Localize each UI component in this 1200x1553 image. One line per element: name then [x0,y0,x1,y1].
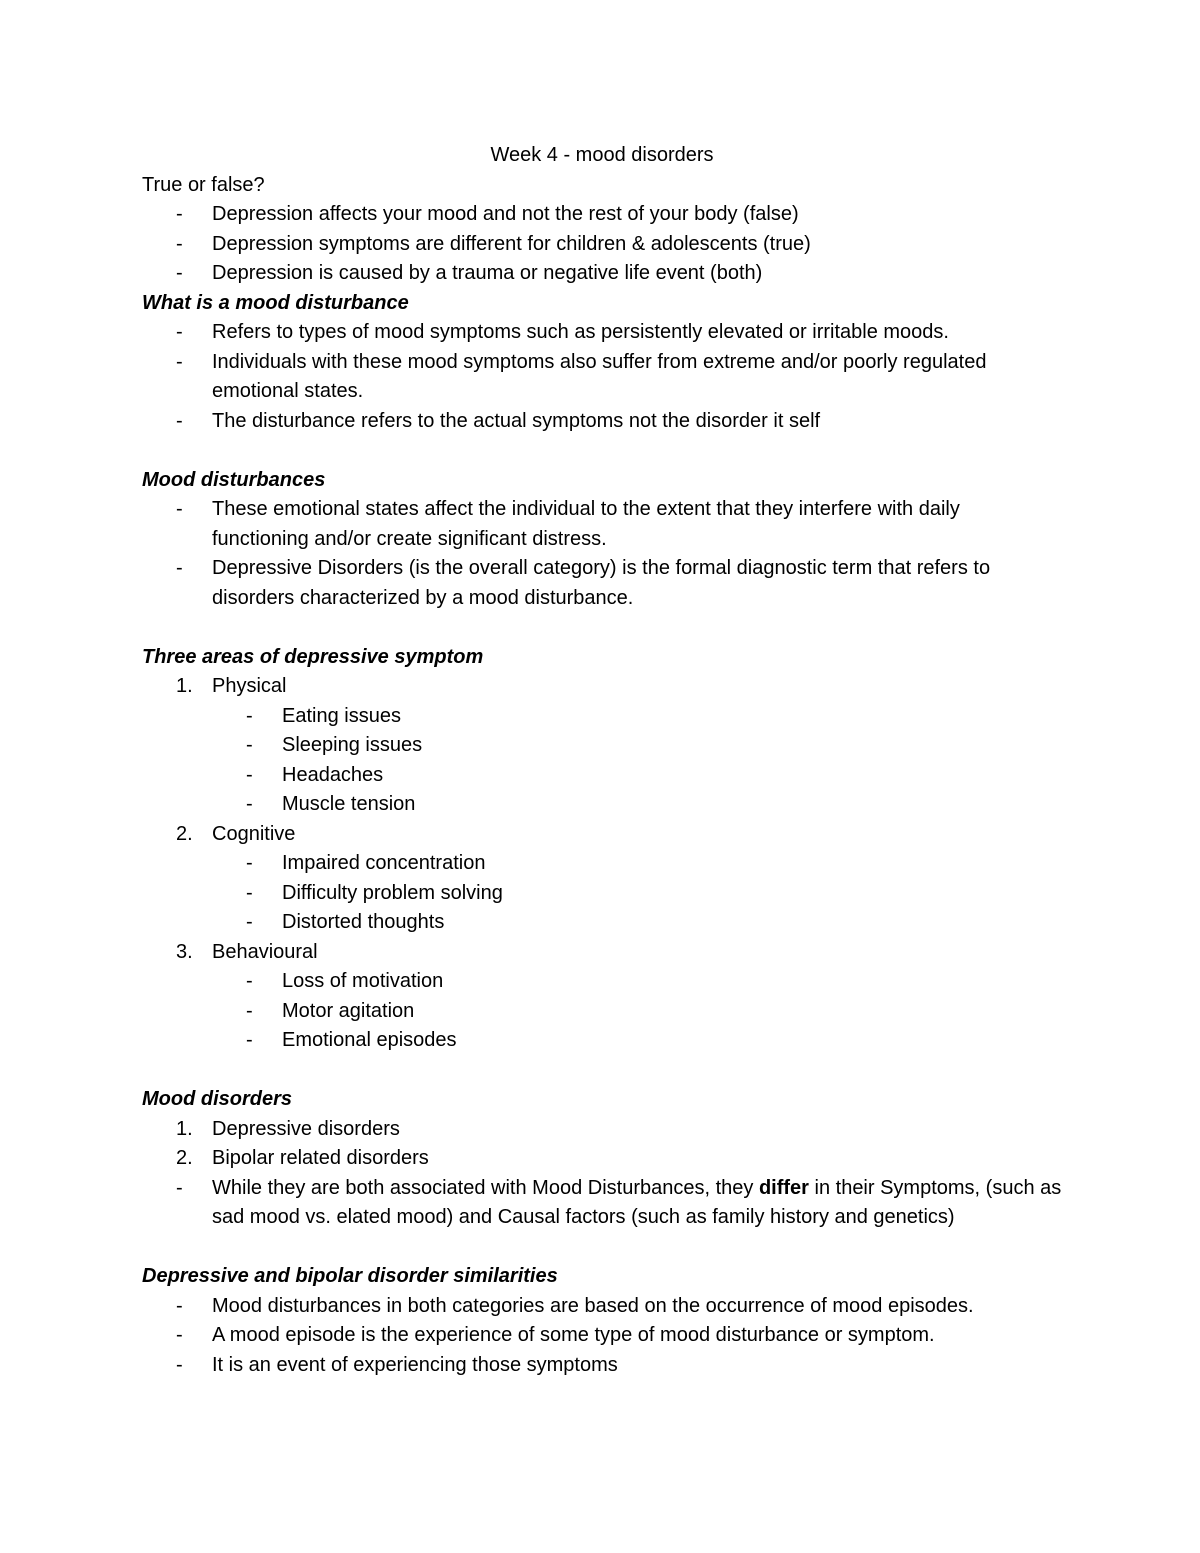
document-title: Week 4 - mood disorders [490,144,714,166]
list-item [142,259,1062,289]
list-item [142,1351,1062,1381]
dash-bullet: - [246,1029,253,1051]
dash-bullet: - [176,232,183,255]
list-item-text: Depressive Disorders (is the overall category) is the formal diagnostic term that refers to disorders characterized by a mood disturbance. [212,557,991,609]
list-item [142,967,1062,997]
list-item [142,702,1062,732]
behavioural-sublist [142,967,1062,1056]
dash-bullet: - [176,1353,183,1376]
list-number: 2. [176,1147,193,1169]
dash-bullet: - [176,409,183,432]
numbered-item-physical [142,672,1062,820]
list-item-text: Mood disturbances in both categories are based on the occurrence of mood episodes. [212,1294,974,1317]
dash-bullet: - [176,321,183,343]
list-item-text: Muscle tension [282,793,416,815]
list-item-text: These emotional states affect the individual to the extent that they interfere with daily functioning and/or create significant distress. [212,498,960,550]
note-text-before: While they are both associated with Mood Disturbances, they [212,1176,759,1199]
mood-disorders-note-list [142,1174,1062,1233]
list-item-text: Depression affects your mood and not the rest of your body (false) [212,203,799,225]
section-heading-mood-disturbances: Mood disturbances [142,468,326,491]
paragraph-gap [142,436,1062,466]
list-item-text: Loss of motivation [282,970,444,992]
list-item [142,495,1062,554]
dash-bullet: - [246,881,253,904]
dash-bullet: - [246,999,253,1022]
note-text-after: in their Symptoms, (such as sad mood vs. elated mood) and Causal factors (such as family history and genetics) [212,1176,1062,1228]
cognitive-sublist [142,849,1062,938]
dash-bullet: - [246,763,253,786]
dash-bullet: - [176,557,183,579]
dash-bullet: - [246,970,253,992]
list-item-text: Eating issues [282,704,401,727]
list-item [142,1174,1062,1233]
list-item [142,790,1062,820]
section-heading-three-areas: Three areas of depressive symptom [142,645,484,668]
list-item [142,731,1062,761]
note-text-bold: differ [758,1176,809,1199]
numbered-item [142,1115,1062,1145]
dash-bullet: - [176,1176,183,1199]
list-item [142,761,1062,791]
list-item [142,849,1062,879]
list-item-text: Physical [212,675,287,697]
numbered-item-behavioural [142,938,1062,1056]
mood-disturbance-list [142,318,1062,436]
paragraph-gap [142,1233,1062,1263]
dash-bullet: - [176,350,183,373]
list-item [142,908,1062,938]
list-item-text: Cognitive [212,822,296,845]
list-item-text: A mood episode is the experience of some type of mood disturbance or symptom. [212,1324,935,1346]
mood-disorders-numbered-list [142,1115,1062,1174]
list-item-text: Depression is caused by a trauma or negative life event (both) [212,262,763,284]
list-item [142,1026,1062,1056]
list-item-text: Refers to types of mood symptoms such as persistently elevated or irritable moods. [212,321,949,343]
list-item-text: Behavioural [212,940,318,963]
list-item [142,318,1062,348]
list-item [142,879,1062,909]
list-number: 2. [176,822,193,845]
list-number: 3. [176,940,193,963]
section-heading-mood-disorders: Mood disorders [142,1088,293,1110]
list-item-text: It is an event of experiencing those symptoms [212,1353,618,1376]
dash-bullet: - [246,734,253,756]
dash-bullet: - [246,911,253,933]
list-item-text: Sleeping issues [282,734,423,756]
list-item-text: Headaches [282,763,384,786]
section-heading-similarities: Depressive and bipolar disorder similarities [142,1265,558,1287]
list-item [142,200,1062,230]
three-areas-list [142,672,1062,1056]
numbered-item [142,1144,1062,1174]
dash-bullet: - [246,793,253,815]
dash-bullet: - [176,262,183,284]
list-number: 1. [176,675,193,697]
list-item-text: Difficulty problem solving [282,881,503,904]
list-item-text: Distorted thoughts [282,911,445,933]
list-item-text: Individuals with these mood symptoms also suffer from extreme and/or poorly regulated emotional states. [212,350,987,402]
dash-bullet: - [176,498,183,520]
list-item [142,348,1062,407]
dash-bullet: - [246,852,253,874]
list-item [142,554,1062,613]
section-heading-what-is-mood-disturbance: What is a mood disturbance [142,291,409,314]
list-item-text: Emotional episodes [282,1029,457,1051]
dash-bullet: - [246,704,253,727]
paragraph-gap [142,613,1062,643]
list-item [142,407,1062,437]
list-item [142,1321,1062,1351]
paragraph-gap [142,1056,1062,1086]
list-item-text: The disturbance refers to the actual symptoms not the disorder it self [212,409,821,432]
list-item-text: Bipolar related disorders [212,1147,429,1169]
list-item-text: Impaired concentration [282,852,486,874]
list-item [142,230,1062,260]
dash-bullet: - [176,1294,183,1317]
list-item-text: Depressive disorders [212,1117,400,1140]
document-content [142,141,1062,1380]
numbered-item-cognitive [142,820,1062,938]
mood-disturbances-list [142,495,1062,613]
true-false-label: True or false? [142,173,265,196]
list-item-text: Depression symptoms are different for children & adolescents (true) [212,232,811,255]
dash-bullet: - [176,1324,183,1346]
list-item [142,997,1062,1027]
list-item [142,1292,1062,1322]
list-item-text: Motor agitation [282,999,415,1022]
physical-sublist [142,702,1062,820]
list-number: 1. [176,1117,193,1140]
dash-bullet: - [176,203,183,225]
similarities-list [142,1292,1062,1381]
true-false-list [142,200,1062,289]
